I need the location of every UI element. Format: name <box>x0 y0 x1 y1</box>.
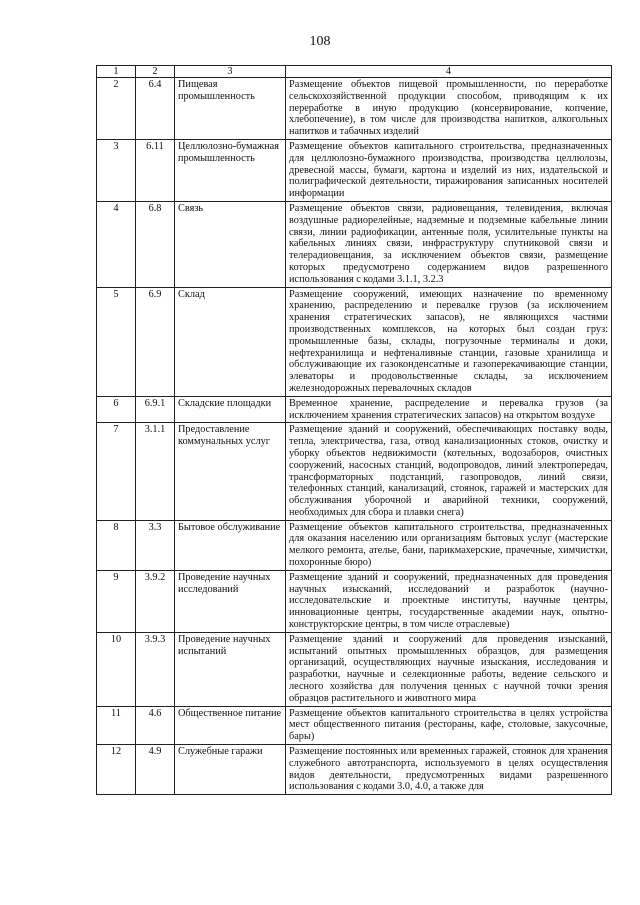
use-code: 3.9.2 <box>136 570 175 632</box>
use-name: Складские площадки <box>175 396 286 423</box>
use-description: Размещение зданий и сооружений для проведения изысканий, испытаний опытных промышленных образцов, для размещения организаций, осуществляющих научные изыскания, исследования и разработки, научные и селекционные работы, ведение сельского и лесного хозяйства для получения ценных с научной точки зрения образцов растительного и животного мира <box>286 632 612 706</box>
table-row <box>97 139 612 201</box>
use-name: Проведение научных испытаний <box>175 632 286 706</box>
use-code: 3.3 <box>136 520 175 570</box>
use-name: Пищевая промышленность <box>175 78 286 140</box>
use-code: 6.9.1 <box>136 396 175 423</box>
table-row <box>97 570 612 632</box>
table-row <box>97 287 612 396</box>
use-description: Размещение объектов капитального строительства, предназначенных для оказания населению или организациям бытовых услуг (мастерские мелкого ремонта, ателье, бани, парикмахерские, прачечные, химчистки, похоронные бюро) <box>286 520 612 570</box>
use-description: Размещение зданий и сооружений, предназначенных для проведения научных изысканий, исследований и разработок (научно-исследовательские и проектные институты, научные центры, инновационные центры, государственные академии наук, опытно-конструкторские центры, в том числе отраслевые) <box>286 570 612 632</box>
use-name: Склад <box>175 287 286 396</box>
use-code: 6.8 <box>136 201 175 287</box>
use-name: Бытовое обслуживание <box>175 520 286 570</box>
table-row <box>97 706 612 744</box>
use-name: Служебные гаражи <box>175 745 286 795</box>
use-code: 6.11 <box>136 139 175 201</box>
row-number: 6 <box>97 396 136 423</box>
table-row <box>97 396 612 423</box>
header-cell-3: 3 <box>175 66 286 78</box>
table-row <box>97 745 612 795</box>
row-number: 2 <box>97 78 136 140</box>
table-row <box>97 520 612 570</box>
header-cell-4: 4 <box>286 66 612 78</box>
row-number: 7 <box>97 423 136 520</box>
header-cell-2: 2 <box>136 66 175 78</box>
row-number: 5 <box>97 287 136 396</box>
row-number: 4 <box>97 201 136 287</box>
use-description: Размещение постоянных или временных гаражей, стоянок для хранения служебного автотранспорта, используемого в целях осуществления видов деятельности, предусмотренных видами разрешенного использования с кодами 3.0, 4.0, а также для <box>286 745 612 795</box>
header-cell-1: 1 <box>97 66 136 78</box>
use-name: Предоставление коммунальных услуг <box>175 423 286 520</box>
row-number: 12 <box>97 745 136 795</box>
land-use-table <box>96 65 612 795</box>
table-row <box>97 423 612 520</box>
table-row <box>97 201 612 287</box>
table-header-row <box>97 66 612 78</box>
table-row <box>97 632 612 706</box>
use-code: 4.6 <box>136 706 175 744</box>
use-description: Размещение объектов связи, радиовещания, телевидения, включая воздушные радиорелейные, надземные и подземные кабельные линии связи, линии радиофикации, антенные поля, усилительные пункты на кабельных линиях связи, инфраструктуру спутниковой связи и телерадиовещания, за исключением объектов связи, размещение которых предусмотрено содержанием видов разрешенного использования с кодами 3.1.1, 3.2.3 <box>286 201 612 287</box>
use-description: Размещение зданий и сооружений, обеспечивающих поставку воды, тепла, электричества, газа, отвод канализационных стоков, очистку и уборку объектов недвижимости (котельных, водозаборов, очистных сооружений, насосных станций, водопроводов, линий электропередач, трансформаторных подстанций, газопроводов, линий связи, телефонных станций, канализаций, стоянок, гаражей и мастерских для обслуживания уборочной и аварийной техники, сооружений, необходимых для сбора и плавки снега) <box>286 423 612 520</box>
use-name: Общественное питание <box>175 706 286 744</box>
page-number: 108 <box>309 34 331 49</box>
table-row <box>97 78 612 140</box>
use-name: Целлюлозно-бумажная промышленность <box>175 139 286 201</box>
use-description: Размещение объектов пищевой промышленности, по переработке сельскохозяйственной продукции способом, приводящим к их переработке в иную продукцию (консервирование, копчение, хлебопечение), в том числе для производства напитков, алкогольных напитков и табачных изделий <box>286 78 612 140</box>
use-code: 3.1.1 <box>136 423 175 520</box>
use-code: 6.4 <box>136 78 175 140</box>
row-number: 11 <box>97 706 136 744</box>
use-description: Размещение объектов капитального строительства, предназначенных для целлюлозно-бумажного производства, производства целлюлозы, древесной массы, бумаги, картона и изделий из них, издательской и полиграфической деятельности, тиражирования записанных носителей информации <box>286 139 612 201</box>
row-number: 9 <box>97 570 136 632</box>
row-number: 3 <box>97 139 136 201</box>
use-code: 6.9 <box>136 287 175 396</box>
table-body <box>97 78 612 795</box>
use-name: Связь <box>175 201 286 287</box>
row-number: 10 <box>97 632 136 706</box>
use-description: Размещение сооружений, имеющих назначение по временному хранению, распределению и перевалке грузов (за исключением хранения стратегических запасов), не являющихся частями производственных комплексов, на которых был создан груз: промышленные базы, склады, погрузочные терминалы и доки, нефтехранилища и нефтеналивные станции, газовые хранилища и обслуживающие их газоконденсатные и газоперекачивающие станции, элеваторы и продовольственные склады, за исключением железнодорожных перевалочных складов <box>286 287 612 396</box>
use-code: 3.9.3 <box>136 632 175 706</box>
row-number: 8 <box>97 520 136 570</box>
use-description: Размещение объектов капитального строительства в целях устройства мест общественного питания (рестораны, кафе, столовые, закусочные, бары) <box>286 706 612 744</box>
use-name: Проведение научных исследований <box>175 570 286 632</box>
use-description: Временное хранение, распределение и перевалка грузов (за исключением хранения стратегических запасов) на открытом воздухе <box>286 396 612 423</box>
use-code: 4.9 <box>136 745 175 795</box>
